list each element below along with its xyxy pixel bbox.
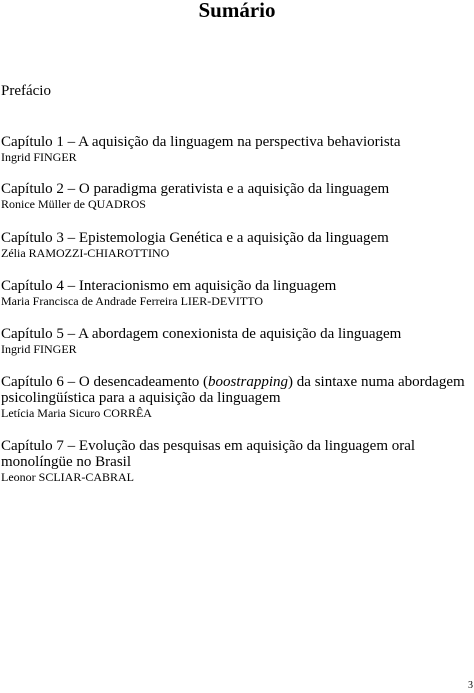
page-title: Sumário xyxy=(198,0,276,22)
chapter-1-author: Ingrid FINGER xyxy=(1,150,77,164)
chapter-4-title: Capítulo 4 – Interacionismo em aquisição da linguagem xyxy=(1,278,337,294)
chapter-1-title: Capítulo 1 – A aquisição da linguagem na perspectiva behaviorista xyxy=(1,134,401,150)
page-number: 3 xyxy=(468,680,473,691)
chapter-7-entry xyxy=(1,438,471,484)
chapter-3-title: Capítulo 3 – Epistemologia Genética e a aquisição da linguagem xyxy=(1,230,389,246)
chapter-5-title: Capítulo 5 – A abordagem conexionista de aquisição da linguagem xyxy=(1,326,402,342)
chapter-5-author: Ingrid FINGER xyxy=(1,342,77,356)
chapter-1-entry xyxy=(1,134,471,164)
chapter-6-author: Letícia Maria Sicuro CORRÊA xyxy=(1,406,152,420)
chapter-3-entry xyxy=(1,230,471,260)
chapter-2-author: Ronice Müller de QUADROS xyxy=(1,197,146,211)
chapter-2-title: Capítulo 2 – O paradigma gerativista e a aquisição da linguagem xyxy=(1,181,390,197)
chapter-6-title-start: Capítulo 6 – O desencadeamento ( xyxy=(1,374,209,390)
chapter-4-entry xyxy=(1,278,471,308)
chapter-5-entry xyxy=(1,326,471,356)
chapter-4-author: Maria Francisca de Andrade Ferreira LIER-DEVITTO xyxy=(1,294,264,308)
chapter-3-author: Zélia RAMOZZI-CHIAROTTINO xyxy=(1,246,170,260)
chapter-6-title xyxy=(1,374,471,406)
preface-entry: Prefácio xyxy=(1,83,51,99)
chapter-6-title-italic: boostrapping xyxy=(208,374,289,390)
chapter-7-author: Leonor SCLIAR-CABRAL xyxy=(1,470,134,484)
chapter-6-title-end: ) da sintaxe numa abordagem psicolingüística para a aquisição da linguagem xyxy=(1,374,469,406)
chapter-7-title: Capítulo 7 – Evolução das pesquisas em aquisição da linguagem oral monolíngüe no Brasil xyxy=(1,438,419,470)
chapter-2-entry xyxy=(1,181,471,211)
chapter-6-entry xyxy=(1,374,471,420)
